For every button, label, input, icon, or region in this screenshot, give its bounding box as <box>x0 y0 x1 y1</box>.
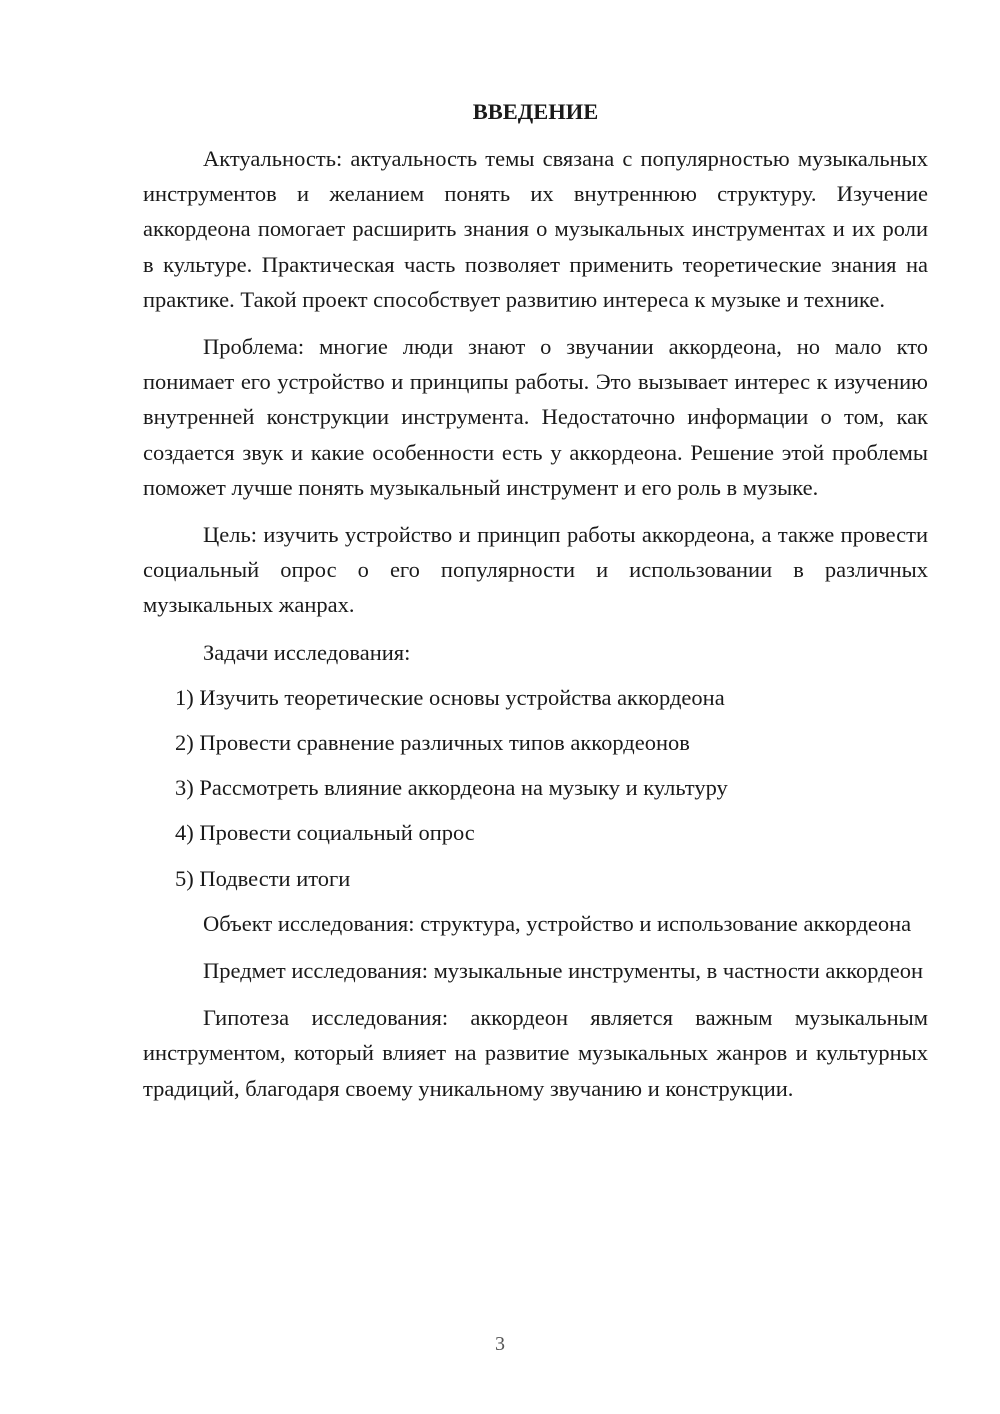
hypothesis-paragraph: Гипотеза исследования: аккордеон является важным музыкальным инструментом, который влияет на развитие музыкальных жанров и культурных традиций, благодаря своему уникальному звучанию и конструкции. <box>143 1005 928 1101</box>
tasks-list <box>143 680 928 896</box>
problem-paragraph: Проблема: многие люди знают о звучании аккордеона, но мало кто понимает его устройство и принципы работы. Это вызывает интерес к изучению внутренней конструкции инструмента. Недостаточно информации о том, как создается звук и какие особенности есть у аккордеона. Решение этой проблемы поможет лучше понять музыкальный инструмент и его роль в музыке. <box>143 334 928 500</box>
relevance-paragraph: Актуальность: актуальность темы связана с популярностью музыкальных инструментов и желанием понять их внутреннюю структуру. Изучение аккордеона помогает расширить знания о музыкальных инструментах и их роли в культуре. Практическая часть позволяет применить теоретические знания на практике. Такой проект способствует развитию интереса к музыке и технике. <box>143 146 928 312</box>
document-page <box>143 94 928 1106</box>
page-title: ВВЕДЕНИЕ <box>472 99 599 124</box>
list-item: 2) Провести сравнение различных типов аккордеонов <box>175 730 690 756</box>
page-number: 3 <box>495 1333 505 1355</box>
list-item: 1) Изучить теоретические основы устройства аккордеона <box>175 684 725 710</box>
goal-paragraph: Цель: изучить устройство и принцип работы аккордеона, а также провести социальный опрос о его популярности и использовании в различных музыкальных жанрах. <box>143 522 928 618</box>
list-item: 3) Рассмотреть влияние аккордеона на музыку и культуру <box>175 775 728 801</box>
subject-paragraph: Предмет исследования: музыкальные инструменты, в частности аккордеон <box>203 958 923 984</box>
list-item: 5) Подвести итоги <box>175 865 351 891</box>
list-item: 4) Провести социальный опрос <box>175 820 475 846</box>
tasks-heading: Задачи исследования: <box>203 639 411 665</box>
object-paragraph: Объект исследования: структура, устройство и использование аккордеона <box>203 910 912 936</box>
